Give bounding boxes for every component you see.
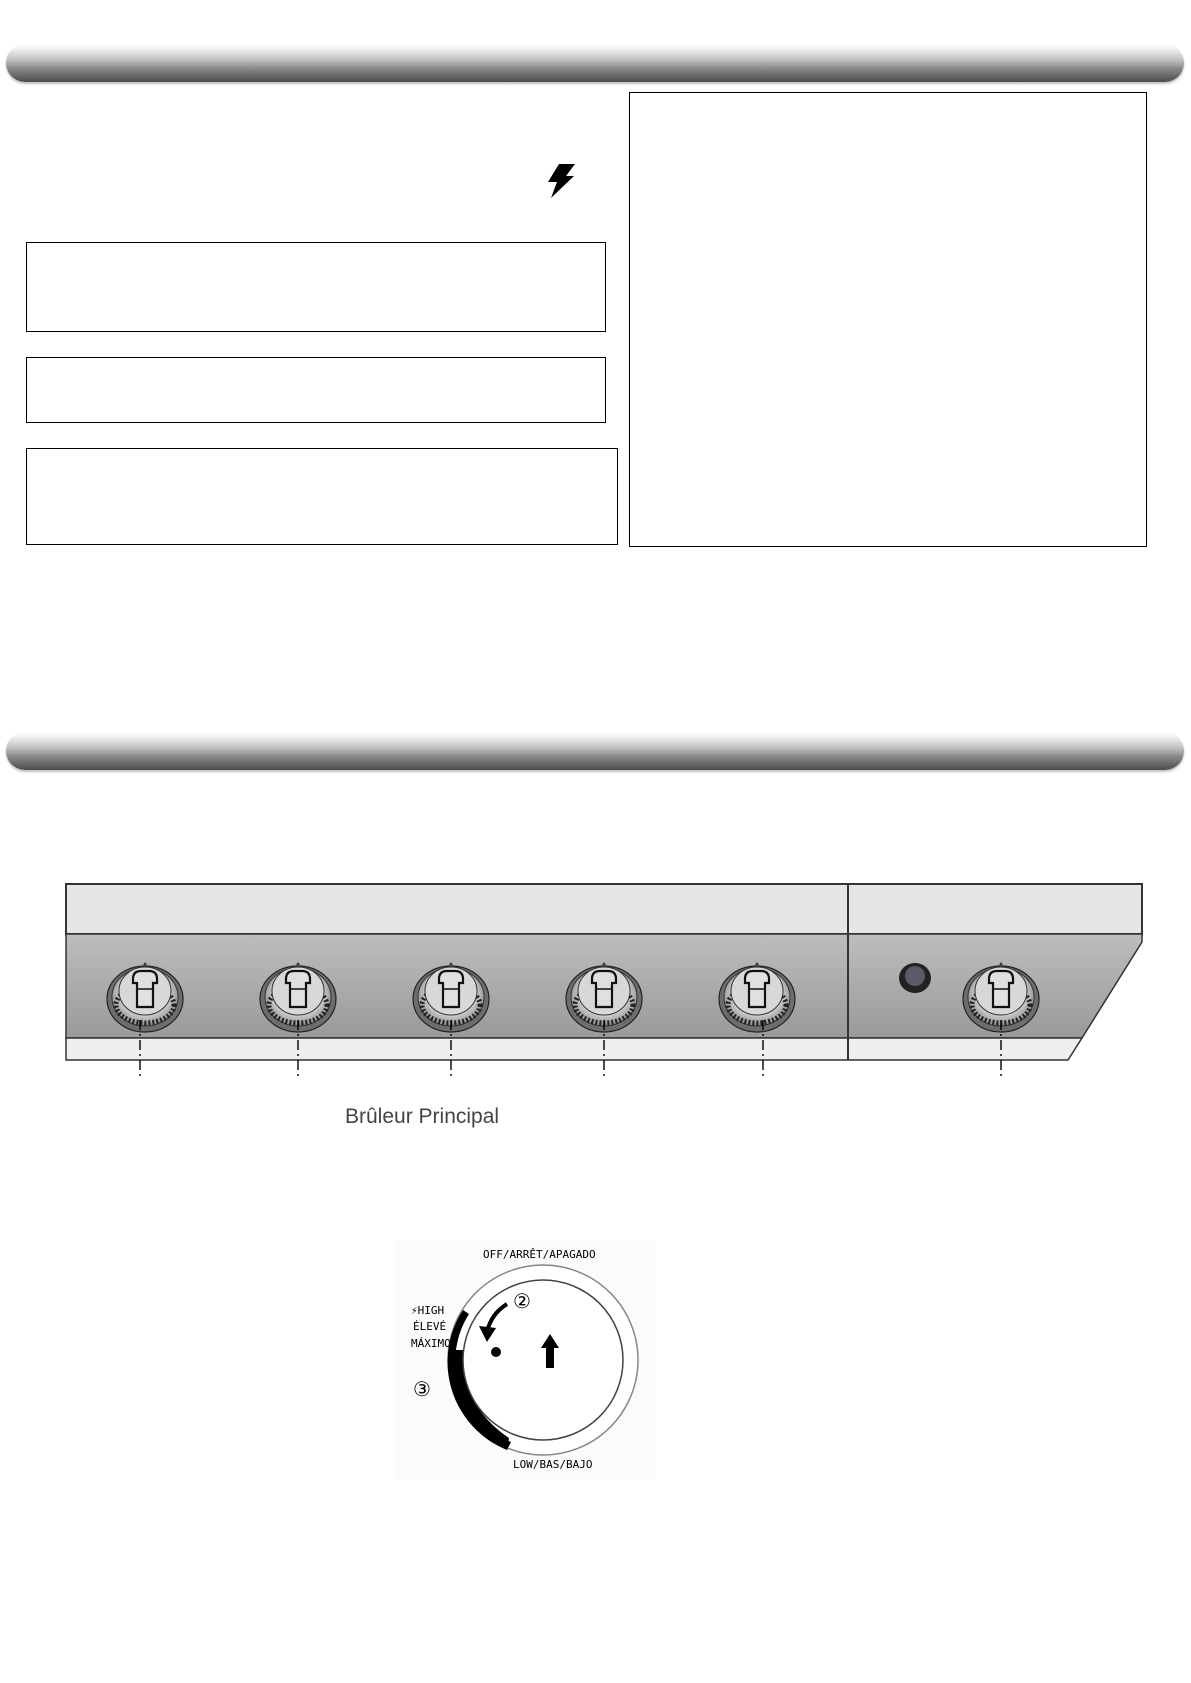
knob-dial-diagram — [395, 1240, 655, 1480]
main-burner-label: Brûleur Principal — [345, 1105, 500, 1128]
dial-high-label-3: MÁXIMO — [411, 1337, 451, 1350]
lightning-bolt-icon — [545, 163, 577, 199]
dial-high-label-1: ⚡HIGH — [411, 1304, 445, 1317]
warning-panel — [629, 92, 1147, 547]
notice-box-2 — [26, 357, 606, 423]
dial-low-label: LOW/BAS/BAJO — [513, 1458, 593, 1471]
section-header-bar-controls — [6, 732, 1184, 770]
step-2-marker: ② — [513, 1289, 531, 1313]
notice-box-3 — [26, 448, 618, 545]
dial-off-label: OFF/ARRÊT/APAGADO — [483, 1248, 596, 1261]
notice-box-1 — [26, 242, 606, 332]
section-header-bar-top — [6, 44, 1184, 82]
step-3-marker: ③ — [413, 1377, 431, 1401]
control-panel-illustration — [60, 880, 1160, 1080]
dial-high-label-2: ÉLEVÉ — [413, 1320, 447, 1333]
